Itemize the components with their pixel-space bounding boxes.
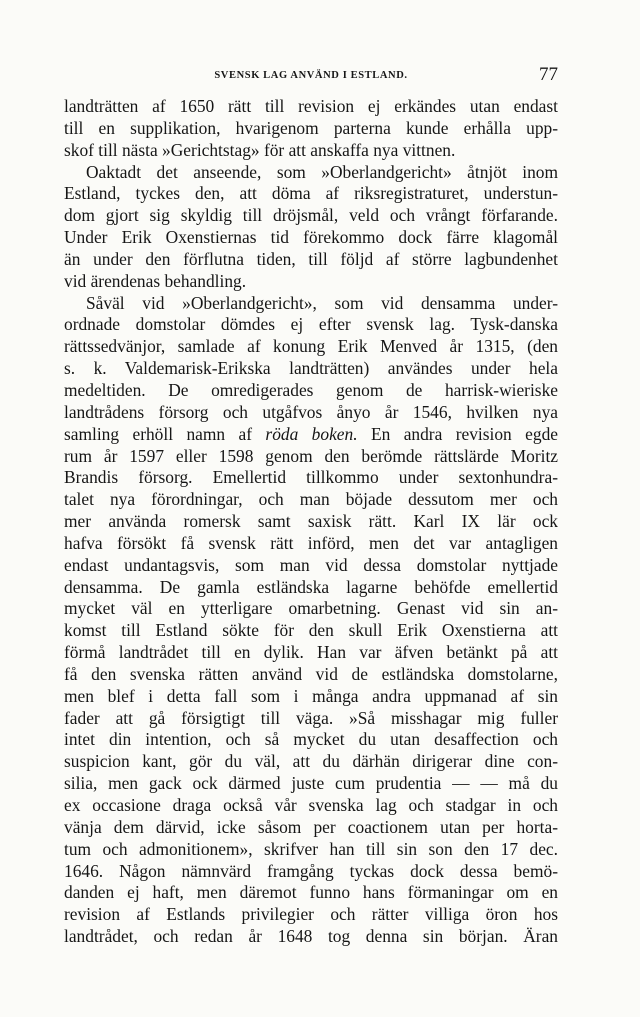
text-line: landtrådens försorg och utgåfvos ånyo år 1546, hvilken nya [64, 401, 558, 422]
text-line: vid ärendenas behandling. [64, 270, 247, 291]
text-line: hafva försökt få svensk rätt införd, men det var antagligen [64, 532, 558, 553]
text-line: s. k. Valdemarisk-Erikska landträtten) användes under hela [64, 358, 558, 379]
italic-title: röda boken. [265, 423, 358, 444]
text-line: skof till nästa »Gerichtstag» för att anskaffa nya vittnen. [64, 139, 456, 160]
body-text [64, 96, 558, 948]
text-line: suspicion kant, gör du väl, att du därhän dirigerar dine con- [64, 751, 558, 772]
text-line: ex occasione draga också vår svenska lag och stadgar in och [64, 795, 558, 815]
text-line: vänja dem därvid, icke såsom per coactionem utan per horta- [64, 816, 558, 837]
running-head [64, 66, 558, 86]
text-line: rättssedvänjor, samlade af konung Erik Menved år 1315, (den [64, 336, 558, 357]
text-line: Såväl vid »Oberlandgericht», som vid densamma under- [86, 292, 558, 313]
text-line: intet din intention, och så mycket du utan desaffection och [64, 729, 558, 750]
text-line: komst till Estland sökte för den skull Erik Oxenstierna att [64, 620, 558, 641]
text-line: talet nya förordningar, och man böjade dessutom mer och [64, 489, 558, 510]
text-line: endast undantagsvis, som man vid dessa domstolar nyttjade [64, 554, 558, 575]
text-line: till en supplikation, hvarigenom parterna kunde erhålla upp- [64, 117, 558, 138]
running-title: SVENSK LAG ANVÄND I ESTLAND. [214, 70, 408, 81]
text-line: danden ej haft, men däremot funno hans förmaningar om en [64, 882, 558, 903]
text-line: fader att gå försigtigt till väga. »Så misshagar mig fuller [64, 707, 558, 728]
text-line: men blef i detta fall som i många andra uppmanad af sin [64, 685, 558, 706]
text-line: Under Erik Oxenstiernas tid förekommo dock färre klagomål [64, 227, 558, 248]
text-line: dom gjort sig skyldig till dröjsmål, veld och vrångt förfarande. [64, 205, 558, 226]
text-line: Estland, tyckes den, att döma af riksregistraturet, understun- [64, 183, 558, 204]
text-line: landtrådet, och redan år 1648 tog denna sin början. Äran [64, 926, 558, 947]
page-number: 77 [539, 64, 558, 85]
text-line: rum år 1597 eller 1598 genom den berömde rättslärde Moritz [64, 445, 558, 466]
text-line: medeltiden. De omredigerades genom de harrisk-wieriske [64, 379, 558, 400]
text-line: mycket väl en ytterligare omarbetning. Genast vid sin an- [64, 598, 558, 619]
text-line: silia, men gack ock därmed juste cum prudentia — — må du [64, 773, 558, 794]
text-line: 1646. Någon nämnvärd framgång tyckas dock dessa bemö- [64, 860, 558, 881]
text-line: Oaktadt det anseende, som »Oberlandgericht» åtnjöt inom [86, 161, 558, 182]
text-line: få den svenska rätten använd vid de estländska domstolarne, [64, 663, 558, 684]
text-line: än under den förflutna tiden, till följd af större lagbundenhet [64, 248, 558, 269]
text-line: Brandis försorg. Emellertid tillkommo under sextonhundra- [64, 467, 558, 488]
text-line: samling erhöll namn af röda boken. En andra revision egde [64, 423, 558, 444]
text-line: landträtten af 1650 rätt till revision ej erkändes utan endast [64, 96, 558, 116]
text-line: revision af Estlands privilegier och rätter villiga öron hos [64, 904, 558, 925]
text-line: tum och admonitionem», skrifver han till sin son den 17 dec. [64, 838, 558, 859]
text-line: ordnade domstolar dömdes ej efter svensk lag. Tysk-danska [64, 314, 558, 335]
text-line: förmå landtrådet till en dylik. Han var äfven betänkt på att [64, 642, 558, 663]
text-line: mer använda romersk samt saxisk rätt. Karl IX lär ock [64, 511, 558, 532]
text-line: densamma. De gamla estländska lagarne behöfde emellertid [64, 576, 558, 597]
